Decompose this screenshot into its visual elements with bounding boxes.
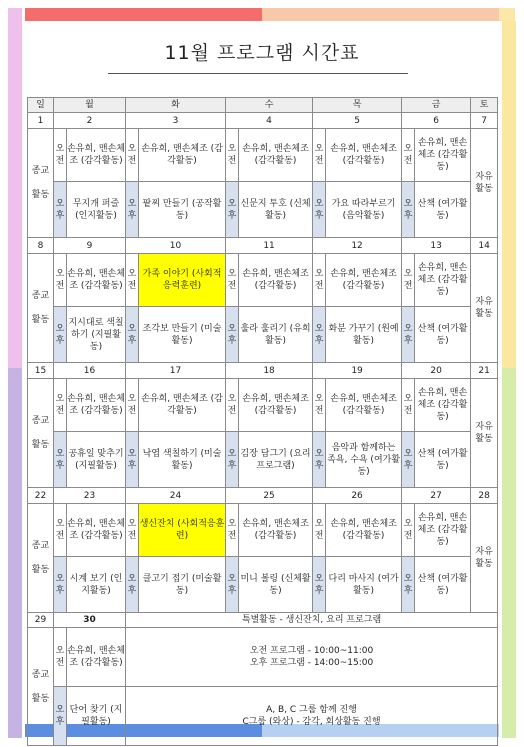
week-5-pm-row (28, 687, 498, 746)
date-cell: 27 (402, 488, 471, 504)
pm-label: 오후 (126, 182, 139, 238)
am-label: 오전 (313, 129, 326, 182)
header-thu: 목 (313, 98, 402, 113)
pm-label: 오후 (402, 557, 415, 613)
sunday-religion-cell: 종교 활동 (28, 379, 54, 488)
pm-label: 오후 (313, 182, 326, 238)
am-label: 오전 (313, 379, 326, 432)
activity-cell: 가요 따라부르기 (음악활동) (326, 182, 402, 238)
activity-cell: 손유희, 맨손체조 (감각활동) (415, 254, 471, 307)
date-cell: 22 (28, 488, 54, 504)
sunday-religion-cell: 종교 활동 (28, 628, 54, 746)
activity-cell: 팥찌 만들기 (공작활동) (139, 182, 226, 238)
activity-cell: 손유희, 맨손체조 (감각활동) (239, 504, 313, 557)
pm-label: 오후 (226, 182, 239, 238)
activity-cell: 손유희, 맨손체조 (감각활동) (67, 129, 126, 182)
am-label: 오전 (402, 254, 415, 307)
am-label: 오전 (402, 379, 415, 432)
date-cell: 1 (28, 113, 54, 129)
activity-cell: 손유희, 맨손체조 (감각활동) (239, 129, 313, 182)
pm-label: 오후 (226, 307, 239, 363)
frame-right-bar-yellow (502, 21, 516, 368)
date-cell: 15 (28, 363, 54, 379)
pm-label: 오후 (54, 182, 67, 238)
date-cell: 8 (28, 238, 54, 254)
special-activity-banner: 특별활동 - 생신잔치, 요리 프로그램 (126, 613, 498, 628)
saturday-free-cell: 자유활동 (471, 379, 498, 488)
date-cell: 18 (226, 363, 313, 379)
pm-label: 오후 (313, 307, 326, 363)
activity-cell: 손유희, 맨손체조 (감각활동) (67, 628, 126, 687)
date-cell: 25 (226, 488, 313, 504)
am-label: 오전 (313, 254, 326, 307)
week-2-am-row (28, 254, 498, 307)
activity-cell: 손유희, 맨손체조 (감각활동) (415, 504, 471, 557)
frame-right-bar-green (502, 368, 516, 738)
week-3-am-row (28, 379, 498, 432)
date-cell: 28 (471, 488, 498, 504)
activity-cell: 산책 (여가활동) (415, 557, 471, 613)
activity-cell: 손유희, 맨손체조 (감각활동) (67, 379, 126, 432)
week-1-date-row (28, 113, 498, 129)
am-label: 오전 (226, 129, 239, 182)
date-cell: 21 (471, 363, 498, 379)
date-cell: 6 (402, 113, 471, 129)
frame-top-bar-peach (262, 8, 499, 21)
sunday-religion-cell: 종교 활동 (28, 254, 54, 363)
date-cell: 13 (402, 238, 471, 254)
date-cell: 9 (54, 238, 126, 254)
week-2-date-row (28, 238, 498, 254)
date-cell: 17 (126, 363, 226, 379)
activity-cell: 손유희, 맨손체조 (감각활동) (326, 504, 402, 557)
date-cell: 10 (126, 238, 226, 254)
saturday-free-cell: 자유활동 (471, 129, 498, 238)
activity-cell-highlight: 가족 이야기 (사회적응력훈련) (139, 254, 226, 307)
sunday-religion-cell: 종교 활동 (28, 504, 54, 613)
week-5-am-row (28, 628, 498, 687)
date-cell: 30 (54, 613, 126, 628)
activity-cell: 손유희, 맨손체조 (감각활동) (415, 129, 471, 182)
sunday-religion-cell: 종교 활동 (28, 129, 54, 238)
page-title: 11월 프로그램 시간표 (164, 42, 360, 64)
date-cell: 24 (126, 488, 226, 504)
pm-label: 오후 (402, 432, 415, 488)
activity-cell-highlight: 생신잔치 (사회적응훈련) (139, 504, 226, 557)
activity-cell: 손유희, 맨손체조 (감각활동) (139, 129, 226, 182)
activity-cell: 손유희, 맨손체조 (감각활동) (326, 379, 402, 432)
pm-label: 오후 (54, 432, 67, 488)
activity-cell: 무지개 퍼즐 (인지활동) (67, 182, 126, 238)
week-5-date-row (28, 613, 498, 628)
pm-label: 오후 (313, 432, 326, 488)
date-cell: 7 (471, 113, 498, 129)
activity-cell: 시계 보기 (인지활동) (67, 557, 126, 613)
title-underline (108, 73, 408, 74)
activity-cell: 신문지 투호 (신체활동) (239, 182, 313, 238)
activity-cell: 공휴일 맞추기 (지필활동) (67, 432, 126, 488)
date-cell: 3 (126, 113, 226, 129)
activity-cell: 손유희, 맨손체조 (감각활동) (415, 379, 471, 432)
date-cell: 2 (54, 113, 126, 129)
date-cell: 14 (471, 238, 498, 254)
date-cell: 16 (54, 363, 126, 379)
am-label: 오전 (226, 379, 239, 432)
pm-label: 오후 (402, 182, 415, 238)
am-label: 오전 (54, 254, 67, 307)
am-label: 오전 (54, 504, 67, 557)
header-sun: 일 (28, 98, 54, 113)
activity-cell: 화분 가꾸기 (원예활동) (326, 307, 402, 363)
activity-cell: 미니 볼링 (신체활동) (239, 557, 313, 613)
date-cell: 23 (54, 488, 126, 504)
pm-label: 오후 (126, 307, 139, 363)
activity-cell: 훌라 훌리기 (유희활동) (239, 307, 313, 363)
frame-left-bar-lavender (8, 368, 22, 738)
week-1-am-row (28, 129, 498, 182)
activity-cell: 손유희, 맨손체조 (감각활동) (139, 379, 226, 432)
pm-label: 오후 (402, 307, 415, 363)
date-cell: 4 (226, 113, 313, 129)
saturday-free-cell: 자유활동 (471, 504, 498, 613)
am-label: 오전 (313, 504, 326, 557)
week-4-pm-row (28, 557, 498, 613)
pm-label: 오후 (54, 687, 67, 746)
activity-cell: 김장 담그기 (요리프로그램) (239, 432, 313, 488)
activity-cell: 손유희, 맨손체조 (감각활동) (239, 254, 313, 307)
week-3-date-row (28, 363, 498, 379)
activity-cell: 손유희, 맨손체조 (감각활동) (326, 254, 402, 307)
frame-top-bar-red (25, 8, 262, 21)
saturday-free-cell: 자유활동 (471, 254, 498, 363)
activity-cell: 다리 마사지 (여가활동) (326, 557, 402, 613)
week-2-pm-row (28, 307, 498, 363)
am-label: 오전 (226, 254, 239, 307)
week-4-am-row (28, 504, 498, 557)
activity-cell: 손유희, 맨손체조 (감각활동) (239, 379, 313, 432)
frame-top-right-corner (499, 8, 515, 21)
activity-cell: 클고기 접기 (미술활동) (139, 557, 226, 613)
date-cell: 12 (313, 238, 402, 254)
pm-label: 오후 (226, 432, 239, 488)
schedule-times-note: 오전 프로그램 - 10:00~11:00 오후 프로그램 - 14:00~15:00 (126, 628, 498, 687)
activity-cell: 산책 (여가활동) (415, 182, 471, 238)
activity-cell: 낙엽 색칠하기 (미술활동) (139, 432, 226, 488)
pm-label: 오후 (226, 557, 239, 613)
am-label: 오전 (54, 129, 67, 182)
activity-cell: 조각보 만들기 (미술활동) (139, 307, 226, 363)
activity-cell: 손유희, 맨손체조 (감각활동) (67, 254, 126, 307)
pm-label: 오후 (313, 557, 326, 613)
activity-cell: 손유희, 맨손체조 (감각활동) (67, 504, 126, 557)
am-label: 오전 (126, 129, 139, 182)
am-label: 오전 (226, 504, 239, 557)
pm-label: 오후 (54, 557, 67, 613)
activity-cell: 손유희, 맨손체조 (감각활동) (326, 129, 402, 182)
date-cell: 5 (313, 113, 402, 129)
week-1-pm-row (28, 182, 498, 238)
activity-cell: 음악과 함께하는 족욕, 수욕 (여가활동) (326, 432, 402, 488)
weekday-header-row (28, 98, 498, 113)
date-cell: 20 (402, 363, 471, 379)
date-cell: 19 (313, 363, 402, 379)
date-cell: 11 (226, 238, 313, 254)
header-sat: 토 (471, 98, 498, 113)
activity-cell: 산책 (여가활동) (415, 432, 471, 488)
am-label: 오전 (402, 504, 415, 557)
pm-label: 오후 (126, 557, 139, 613)
am-label: 오전 (402, 129, 415, 182)
am-label: 오전 (126, 379, 139, 432)
pm-label: 오후 (126, 432, 139, 488)
am-label: 오전 (54, 379, 67, 432)
am-label: 오전 (126, 504, 139, 557)
am-label: 오전 (54, 628, 67, 687)
week-3-pm-row (28, 432, 498, 488)
header-wed: 수 (226, 98, 313, 113)
header-fri: 금 (402, 98, 471, 113)
group-note: A, B, C 그룹 함께 진행 C그룹 (와상) - 감각, 회상활동 진행 (126, 687, 498, 746)
week-4-date-row (28, 488, 498, 504)
activity-cell: 지시대로 색칠하기 (지필활동) (67, 307, 126, 363)
am-label: 오전 (126, 254, 139, 307)
pm-label: 오후 (54, 307, 67, 363)
activity-cell: 산책 (여가활동) (415, 307, 471, 363)
date-cell: 26 (313, 488, 402, 504)
header-mon: 월 (54, 98, 126, 113)
date-cell: 29 (28, 613, 54, 628)
header-tue: 화 (126, 98, 226, 113)
activity-cell: 단어 찾기 (지필활동) (67, 687, 126, 746)
schedule-table (27, 97, 498, 746)
